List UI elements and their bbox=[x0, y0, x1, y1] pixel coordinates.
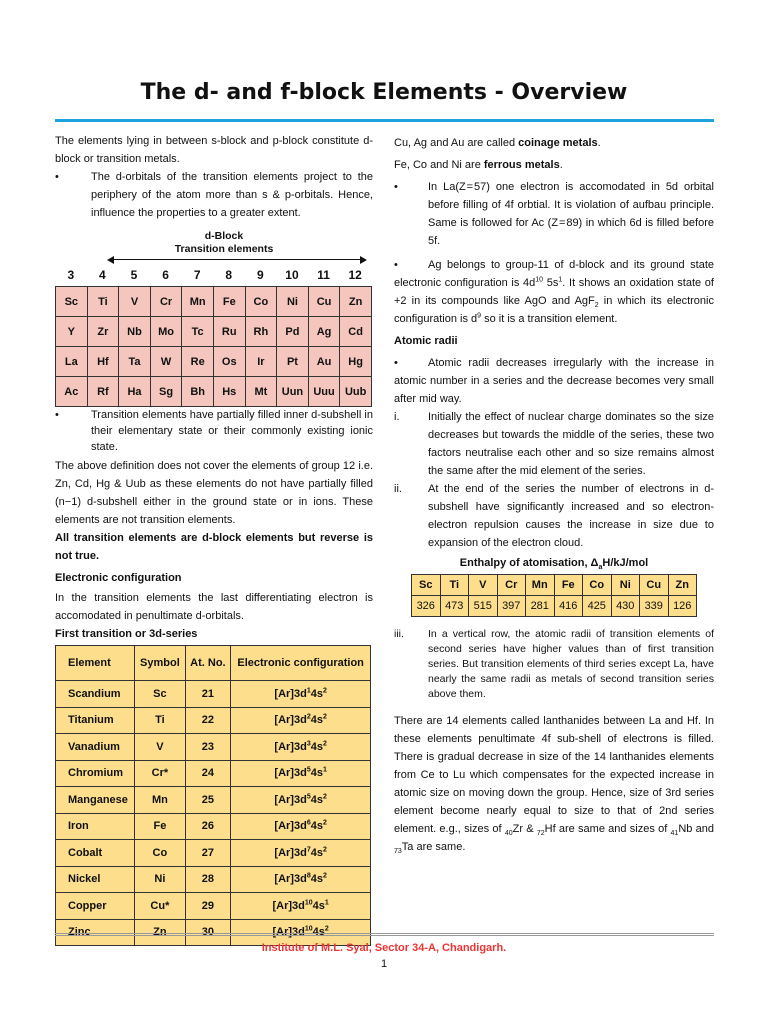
atomic-number: 25 bbox=[185, 787, 231, 814]
element-cell: Hf bbox=[87, 347, 119, 377]
dblock-label: d-Block bbox=[204, 230, 244, 242]
element-cell: Bh bbox=[182, 377, 214, 407]
enthalpy-symbol: Zn bbox=[668, 575, 697, 596]
element-cell: Ta bbox=[119, 347, 151, 377]
atomic-number: 23 bbox=[185, 734, 231, 761]
enthalpy-value: 326 bbox=[412, 596, 441, 617]
radii-paragraph: • Atomic radii decreases irregularly with the increase in atomic number in a series and the decrease becomes very small after mid way. bbox=[394, 354, 714, 408]
electronic-configuration: $[Ar]3d^84s^2$ bbox=[231, 866, 371, 893]
enthalpy-symbol: Ti bbox=[440, 575, 469, 596]
footer-text: Institute of M.L. Syal, Sector 34-A, Chandigarh. bbox=[261, 942, 507, 954]
element-cell: Cr bbox=[150, 287, 182, 317]
bullet-icon: • bbox=[55, 409, 59, 421]
enthalpy-title: Enthalpy of atomisation, $\Delta_aH/kJ$/mol bbox=[459, 557, 649, 572]
element-cell: Re bbox=[182, 347, 214, 377]
bullet-icon: • bbox=[394, 259, 398, 271]
element-cell: Os bbox=[213, 347, 245, 377]
electronic-configuration: $[Ar]3d^24s^2$ bbox=[231, 707, 371, 734]
enthalpy-value: 425 bbox=[583, 596, 612, 617]
atomic-number: 30 bbox=[185, 919, 231, 946]
element-cell: Pt bbox=[277, 347, 309, 377]
group-number: 5 bbox=[130, 268, 138, 282]
bullet-lanthanum bbox=[394, 178, 714, 250]
enthalpy-value: 339 bbox=[640, 596, 669, 617]
element-symbol: Ni bbox=[135, 866, 185, 893]
group-number: 12 bbox=[348, 268, 362, 282]
element-cell: Hs bbox=[213, 377, 245, 407]
element-cell: Au bbox=[308, 347, 340, 377]
table-row bbox=[56, 840, 371, 867]
group-number: 8 bbox=[225, 268, 233, 282]
element-symbol: Mn bbox=[135, 787, 185, 814]
dblock-row bbox=[56, 347, 372, 377]
table-row bbox=[56, 681, 371, 708]
bullet-text: In La(Z = 57) one electron is accomodated in 5d orbital before filling of 4f orbtial. It is violation of aufbau principle. Same is followed for Ac (Z = 89) in which 6d is filled before 5f. bbox=[428, 181, 714, 247]
element-cell: Ni bbox=[277, 287, 309, 317]
right-column bbox=[394, 134, 714, 856]
enthalpy-value: 126 bbox=[668, 596, 697, 617]
element-name: Cobalt bbox=[56, 840, 135, 867]
element-cell: Cu bbox=[308, 287, 340, 317]
title-underline bbox=[55, 119, 714, 122]
configuration-paragraph: In the transition elements the last differentiating electron is accomodated in penultimate d-orbitals. bbox=[55, 592, 373, 622]
enthalpy-value: 416 bbox=[554, 596, 583, 617]
element-cell: Sg bbox=[150, 377, 182, 407]
enthalpy-symbol: Sc bbox=[412, 575, 441, 596]
table-row bbox=[56, 866, 371, 893]
left-column bbox=[55, 132, 373, 946]
group-number: 11 bbox=[317, 268, 330, 282]
element-symbol: Co bbox=[135, 840, 185, 867]
element-symbol: Cu* bbox=[135, 893, 185, 920]
enthalpy-symbol: Cu bbox=[640, 575, 669, 596]
table-row bbox=[56, 760, 371, 787]
element-symbol: Zn bbox=[135, 919, 185, 946]
dblock-row bbox=[56, 287, 372, 317]
dblock-row bbox=[56, 317, 372, 347]
element-cell: Sc bbox=[56, 287, 88, 317]
bullet-text: The d-orbitals of the transition elements project to the periphery of the atom more than s & p-orbitals. Hence, influence the properties to a greater extent. bbox=[91, 171, 373, 219]
enthalpy-value: 473 bbox=[440, 596, 469, 617]
element-cell: Co bbox=[245, 287, 277, 317]
atomic-number: 21 bbox=[185, 681, 231, 708]
enthalpy-table bbox=[411, 574, 697, 617]
column-header: Element bbox=[56, 646, 135, 681]
page-title: The d- and f-block Elements - Overview bbox=[140, 80, 628, 105]
table-row bbox=[56, 707, 371, 734]
element-cell: Pd bbox=[277, 317, 309, 347]
element-cell: Ir bbox=[245, 347, 277, 377]
element-cell: Ac bbox=[56, 377, 88, 407]
element-name: Scandium bbox=[56, 681, 135, 708]
element-symbol: Fe bbox=[135, 813, 185, 840]
enthalpy-value: 397 bbox=[497, 596, 526, 617]
element-cell: V bbox=[119, 287, 151, 317]
element-name: Zinc bbox=[56, 919, 135, 946]
group-number: 4 bbox=[99, 268, 106, 282]
heading-first-series: First transition or 3d-series bbox=[55, 628, 198, 640]
electronic-configuration: $[Ar]3d^14s^2$ bbox=[231, 681, 371, 708]
enthalpy-value-row bbox=[412, 596, 697, 617]
first-series-table bbox=[55, 645, 371, 946]
heading-atomic-radii: Atomic radii bbox=[394, 335, 458, 347]
element-name: Copper bbox=[56, 893, 135, 920]
electronic-configuration: $[Ar]3d^74s^2$ bbox=[231, 840, 371, 867]
dblock-table bbox=[55, 286, 372, 407]
element-cell: Uub bbox=[340, 377, 372, 407]
element-name: Titanium bbox=[56, 707, 135, 734]
element-cell: Ha bbox=[119, 377, 151, 407]
dblock-sublabel: Transition elements bbox=[174, 243, 274, 255]
enthalpy-value: 430 bbox=[611, 596, 640, 617]
element-cell: La bbox=[56, 347, 88, 377]
element-cell: Mn bbox=[182, 287, 214, 317]
enthalpy-symbol: Fe bbox=[554, 575, 583, 596]
atomic-number: 26 bbox=[185, 813, 231, 840]
element-name: Manganese bbox=[56, 787, 135, 814]
group-number: 3 bbox=[67, 268, 75, 282]
enthalpy-value: 281 bbox=[526, 596, 555, 617]
element-cell: Cd bbox=[340, 317, 372, 347]
element-name: Nickel bbox=[56, 866, 135, 893]
coinage-line: Cu, Ag and Au are called coinage metals. bbox=[394, 137, 601, 149]
element-cell: Uun bbox=[277, 377, 309, 407]
point-ii: ii. At the end of the series the number of electrons in d-subshell have significantly increased and so electron-electron repulsion causes the increase in size due to expansion of the electron cloud. bbox=[394, 483, 714, 549]
silver-paragraph: • Ag belongs to group-11 of d-block and its ground state electronic configuration is $4d^{10}$ $5s^1$. It shows an oxidation state of +2 in its compounds like AgO and AgF$_2$ in which its electronic configuration is $d^9$ so it is a transition element. bbox=[394, 256, 714, 328]
bullet-d-orbitals bbox=[55, 168, 373, 222]
definition-paragraph: The above definition does not cover the elements of group 12 i.e. Zn, Cd, Hg & Uub as these elements do not have partially filled (n−1) d-subshell either in the ground state or in ions. These elements are not transition elements. bbox=[55, 460, 373, 526]
element-cell: Rh bbox=[245, 317, 277, 347]
element-symbol: Ti bbox=[135, 707, 185, 734]
dblock-figure bbox=[55, 230, 373, 407]
enthalpy-value: 515 bbox=[469, 596, 498, 617]
element-cell: Y bbox=[56, 317, 88, 347]
electronic-configuration: $[Ar]3d^64s^2$ bbox=[231, 813, 371, 840]
intro-paragraph: The elements lying in between s-block and p-block constitute d-block or transition metals. bbox=[55, 135, 373, 165]
table-row bbox=[56, 813, 371, 840]
element-symbol: Sc bbox=[135, 681, 185, 708]
group-number: 9 bbox=[257, 268, 264, 282]
element-cell: Mt bbox=[245, 377, 277, 407]
table-header-row bbox=[56, 646, 371, 681]
table-row bbox=[56, 893, 371, 920]
electronic-configuration: $[Ar]3d^34s^2$ bbox=[231, 734, 371, 761]
double-arrow-icon bbox=[107, 256, 367, 264]
atomic-number: 29 bbox=[185, 893, 231, 920]
column-header: At. No. bbox=[185, 646, 231, 681]
atomic-number: 28 bbox=[185, 866, 231, 893]
electronic-configuration: $[Ar]3d^{10}4s^1$ bbox=[231, 893, 371, 920]
element-cell: Rf bbox=[87, 377, 119, 407]
dblock-row bbox=[56, 377, 372, 407]
bullet-icon: • bbox=[394, 181, 398, 193]
element-cell: Ru bbox=[213, 317, 245, 347]
element-cell: W bbox=[150, 347, 182, 377]
column-header: Electronic configuration bbox=[231, 646, 371, 681]
element-cell: Hg bbox=[340, 347, 372, 377]
bullet-icon: • bbox=[55, 171, 59, 183]
element-name: Iron bbox=[56, 813, 135, 840]
element-cell: Ti bbox=[87, 287, 119, 317]
bullet-icon: • bbox=[394, 357, 398, 369]
bullet-text: Transition elements have partially filled inner d-subshell in their elementary state or their commonly existing ionic state. bbox=[91, 409, 373, 453]
element-cell: Nb bbox=[119, 317, 151, 347]
atomic-number: 22 bbox=[185, 707, 231, 734]
group-number: 6 bbox=[162, 268, 169, 282]
point-i: i. Initially the effect of nuclear charge dominates so the size decreases but towards the middle of the series, these two factors neutralise each other and so size remains almost the same after the mid element of the series. bbox=[394, 411, 714, 477]
element-symbol: Cr* bbox=[135, 760, 185, 787]
element-cell: Tc bbox=[182, 317, 214, 347]
element-symbol: V bbox=[135, 734, 185, 761]
lanthanide-paragraph: There are 14 elements called lanthanides between La and Hf. In these elements penultimate 4f sub-shell of electrons is filled. There is gradual decrease in size of the 14 lanthanides elements from Ce to Lu which compensates for the expected increase in atomic size on moving down the group. Hence, size of 3rd series element become nearly equal to size to that of 2nd series element. e.g., sizes of $_{40}$Zr & $_{72}$Hf are same and sizes of $_{41}$Nb and $_{73}$Ta are same. bbox=[394, 715, 714, 856]
element-cell: Ag bbox=[308, 317, 340, 347]
electronic-configuration: $[Ar]3d^54s^1$ bbox=[231, 760, 371, 787]
footer-divider bbox=[55, 933, 714, 936]
ferrous-line: Fe, Co and Ni are ferrous metals. bbox=[394, 159, 563, 171]
definition-bold: All transition elements are d-block elements but reverse is not true. bbox=[55, 532, 373, 562]
enthalpy-symbol: Co bbox=[583, 575, 612, 596]
element-cell: Uuu bbox=[308, 377, 340, 407]
enthalpy-symbol: Cr bbox=[497, 575, 526, 596]
column-header: Symbol bbox=[135, 646, 185, 681]
electronic-configuration: $[Ar]3d^{10}4s^2$ bbox=[231, 919, 371, 946]
electronic-configuration: $[Ar]3d^54s^2$ bbox=[231, 787, 371, 814]
page-number: 1 bbox=[380, 958, 388, 970]
element-cell: Fe bbox=[213, 287, 245, 317]
element-name: Vanadium bbox=[56, 734, 135, 761]
point-iii: iii. In a vertical row, the atomic radii of transition elements of second series have higher values than of first transition series. But transition elements of third series except La, have nearly the same radii as metals of second transition series above them. bbox=[394, 628, 714, 700]
table-row bbox=[56, 787, 371, 814]
bullet-partially-filled bbox=[55, 407, 373, 455]
heading-electronic-configuration: Electronic configuration bbox=[55, 572, 182, 584]
enthalpy-symbol: V bbox=[469, 575, 498, 596]
enthalpy-symbol: Ni bbox=[611, 575, 640, 596]
enthalpy-symbol-row bbox=[412, 575, 697, 596]
atomic-number: 24 bbox=[185, 760, 231, 787]
atomic-number: 27 bbox=[185, 840, 231, 867]
group-numbers bbox=[55, 266, 373, 284]
enthalpy-symbol: Mn bbox=[526, 575, 555, 596]
element-cell: Zn bbox=[340, 287, 372, 317]
table-row bbox=[56, 734, 371, 761]
element-cell: Mo bbox=[150, 317, 182, 347]
group-number: 10 bbox=[285, 268, 299, 282]
element-cell: Zr bbox=[87, 317, 119, 347]
group-number: 7 bbox=[193, 268, 201, 282]
element-name: Chromium bbox=[56, 760, 135, 787]
